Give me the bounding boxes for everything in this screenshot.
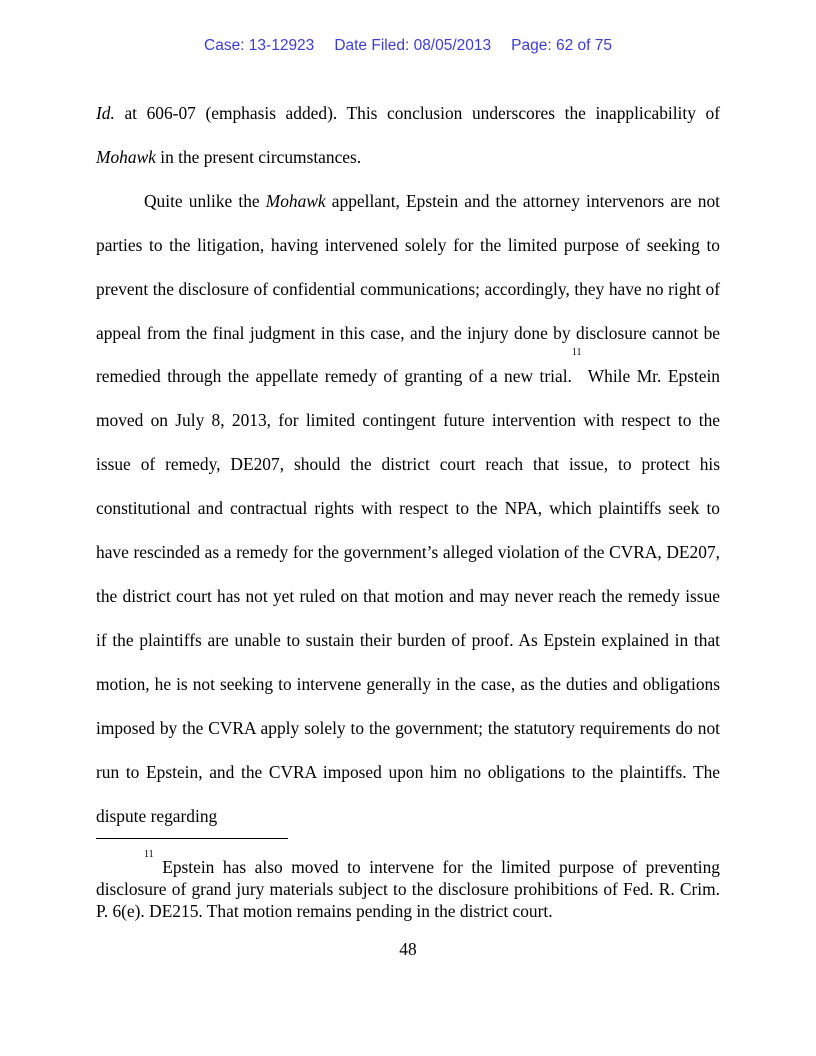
paragraph-1: Id. at 606-07 (emphasis added). This conclusion underscores the inapplicability of Mohawk in the present circumstances. xyxy=(96,103,720,167)
body-text xyxy=(96,92,720,838)
mohawk-citation: Mohawk xyxy=(96,146,156,167)
date-filed: Date Filed: 08/05/2013 xyxy=(334,37,492,54)
page-counter: Page: 62 of 75 xyxy=(511,37,612,54)
footnote xyxy=(96,849,720,923)
case-header xyxy=(0,37,816,55)
footnote-text: $^{11}$ Epstein has also moved to intervene for the limited purpose of preventing disclosure of grand jury materials subject to the disclosure prohibitions of Fed. R. Crim. P. 6(e). DE215. That motion remains pending in the district court. xyxy=(96,849,720,922)
mohawk-citation: Mohawk xyxy=(265,190,326,211)
case-number: Case: 13-12923 xyxy=(204,37,315,54)
footnote-ref[interactable]: 11 xyxy=(571,347,582,359)
page-number: 48 xyxy=(399,939,417,959)
paragraph-2: Quite unlike the Mohawk appellant, Epstein and the attorney intervenors are not parties to the litigation, having intervened solely for the limited purpose of seeking to prevent the disclosure of confidential communications; accordingly, they have no right of appeal from the final judgment in this case, and the injury done by disclosure cannot be remedied through the appellate remedy of granting of a new trial.$^{11}$ While Mr. Epstein moved on July 8, 2013, for limited contingent future intervention with respect to the issue of remedy, DE207, should the district court reach that issue, to protect his constitutional and contractual rights with respect to the NPA, which plaintiffs seek to have rescinded as a remedy for the government’s alleged violation of the CVRA, DE207, the district court has not yet ruled on that motion and may never reach the remedy issue if the plaintiffs are unable to sustain their burden of proof. As Epstein explained in that motion, he is not seeking to intervene generally in the case, as the duties and obligations imposed by the CVRA apply solely to the government; the statutory requirements do not run to Epstein, and the CVRA imposed upon him no obligations to the plaintiffs. The dispute regarding xyxy=(96,190,721,826)
id-citation: Id. xyxy=(96,103,115,123)
footnote-number: 11 xyxy=(144,849,154,860)
footnote-divider xyxy=(96,838,288,839)
